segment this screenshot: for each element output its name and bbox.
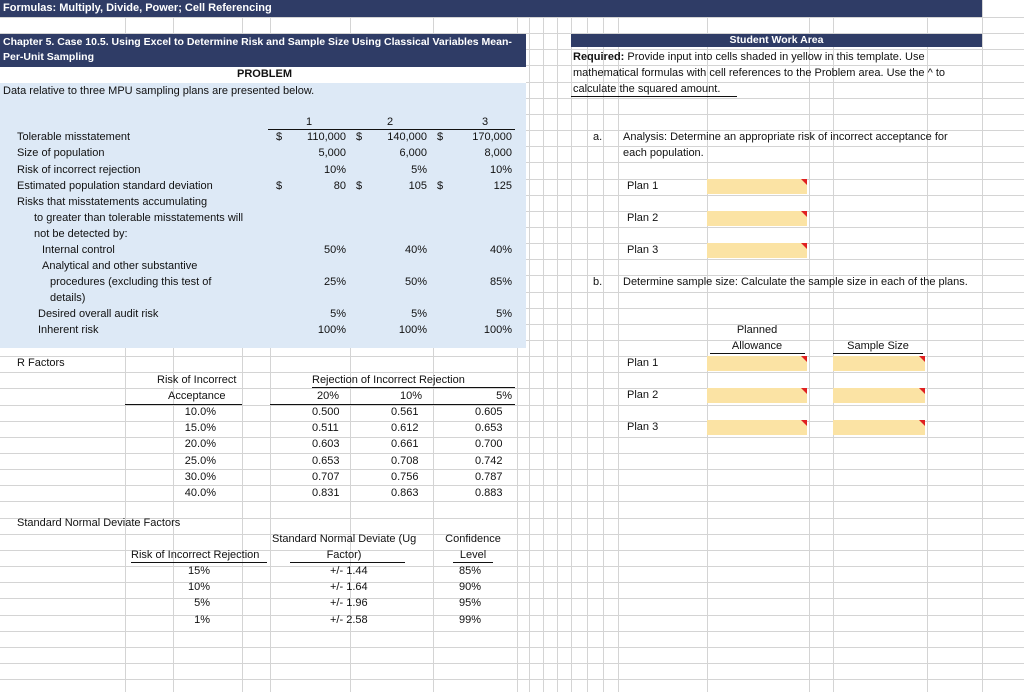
snd-col3-header-2: Level [459, 549, 487, 561]
plan-3-analytical-procedures: 85% [489, 276, 512, 288]
plan-3-std-deviation: 125 [493, 180, 512, 192]
snd-row-risk: 10% [187, 581, 210, 594]
plan-3-risk-input-cell[interactable] [707, 243, 807, 258]
part-b-plan-2-label: Plan 2 [627, 389, 659, 401]
snd-row-factor: +/- 1.44 [330, 565, 368, 577]
label-risks-heading-3: not be detected by: [34, 228, 128, 240]
snd-row-confidence: 85% [459, 565, 482, 577]
snd-row-risk: 1% [194, 613, 210, 626]
part-b-plan-3-label: Plan 3 [627, 421, 659, 433]
plan-1-inherent-risk: 100% [317, 324, 346, 336]
label-risks-heading-2: to greater than tolerable misstatements will [34, 212, 244, 224]
r-sub-header: 10% [399, 390, 423, 402]
r-table-row-risk: 20.0% [184, 438, 216, 451]
plan-1-allowance-input-cell[interactable] [707, 356, 807, 371]
snd-row-confidence: 90% [459, 581, 482, 594]
plan-2-sample-size-input-cell[interactable] [833, 388, 925, 403]
part-a-text-2: each population. [623, 147, 704, 159]
snd-row-factor: +/- 1.96 [330, 597, 368, 610]
plan-1-sample-size-input-cell[interactable] [833, 356, 925, 371]
r-table-cell: 0.787 [475, 470, 503, 483]
plan-1-tolerable-misstatement: 110,000 [307, 131, 346, 143]
r-table-cell: 0.605 [475, 406, 503, 418]
r-table-row-risk: 25.0% [184, 454, 216, 467]
plan-3-internal-control: 40% [489, 244, 512, 256]
plan-2-desired-audit-risk: 5% [411, 308, 427, 320]
required-text-1: Provide input into cells shaded in yellow in this template. Use [624, 51, 925, 63]
label-analytical-2: procedures (excluding this test of [50, 276, 212, 288]
snd-row-confidence: 95% [459, 597, 482, 610]
plan-1-analytical-procedures: 25% [323, 276, 346, 288]
currency-symbol: $ [437, 131, 444, 143]
required-line-2: mathematical formulas with cell references to the Problem area. Use the ^ to [573, 67, 945, 79]
plan-2-std-deviation: 105 [408, 180, 427, 192]
plan-2-inherent-risk: 100% [398, 324, 427, 336]
plan-2-risk-input-cell[interactable] [707, 211, 807, 226]
r-table-cell: 0.708 [391, 454, 419, 467]
plan-1-desired-audit-risk: 5% [330, 308, 346, 320]
sheet-title-bar: Formulas: Multiply, Divide, Power; Cell Referencing [0, 0, 982, 17]
r-table-cell: 0.561 [391, 406, 419, 418]
currency-symbol: $ [276, 180, 283, 192]
part-a-plan-3-label: Plan 3 [627, 244, 659, 256]
currency-symbol: $ [356, 131, 363, 143]
plan-1-population-size: 5,000 [318, 147, 346, 159]
required-line-1 [573, 51, 925, 63]
r-table-cell: 0.700 [475, 438, 503, 451]
r-table-cell: 0.756 [391, 470, 419, 483]
plan-2-allowance-input-cell[interactable] [707, 388, 807, 403]
r-table-cell: 0.612 [391, 422, 419, 435]
plan-3-allowance-input-cell[interactable] [707, 420, 807, 435]
part-a-plan-1-label: Plan 1 [627, 180, 659, 192]
plan-3-inherent-risk: 100% [483, 324, 512, 336]
snd-row-risk: 5% [194, 597, 210, 610]
r-col-header-2: Acceptance [168, 390, 226, 402]
label-risk-incorrect-rejection: Risk of incorrect rejection [17, 164, 141, 176]
label-inherent-risk: Inherent risk [38, 324, 99, 336]
snd-row-confidence: 99% [459, 613, 482, 626]
snd-col2-header-2: Factor) [326, 549, 362, 561]
plan-1-risk-input-cell[interactable] [707, 179, 807, 194]
snd-row-factor: +/- 2.58 [330, 613, 368, 626]
required-label: Required: [573, 51, 625, 63]
currency-symbol: $ [276, 131, 283, 143]
r-table-row-risk: 40.0% [184, 487, 216, 499]
label-population-size: Size of population [17, 147, 105, 159]
sample-size-header: Sample Size [847, 340, 909, 352]
r-table-row-risk: 30.0% [184, 470, 216, 483]
part-a-label: a. [593, 131, 603, 143]
plan-3-risk-incorrect-rejection: 10% [489, 164, 512, 176]
plan-2-risk-incorrect-rejection: 5% [411, 164, 427, 176]
r-table-row-risk: 15.0% [184, 422, 216, 435]
r-table-cell: 0.511 [312, 422, 339, 435]
r-col-header-1: Risk of Incorrect [157, 374, 237, 386]
label-analytical-1: Analytical and other substantive [42, 260, 198, 272]
plan-3-tolerable-misstatement: 170,000 [472, 131, 512, 143]
case-title-line-2: Per-Unit Sampling [3, 51, 95, 63]
label-internal-control: Internal control [42, 244, 115, 256]
plan-number-1: 1 [305, 116, 313, 128]
r-factors-heading: R Factors [17, 357, 65, 369]
snd-row-risk: 15% [187, 565, 210, 577]
r-table-cell: 0.661 [391, 438, 419, 451]
r-table-cell: 0.707 [312, 470, 340, 483]
required-line-3: calculate the squared amount. [573, 83, 721, 95]
case-title-line-1: Chapter 5. Case 10.5. Using Excel to Determine Risk and Sample Size Using Classical Variables Mean- [3, 36, 512, 48]
r-table-cell: 0.603 [312, 438, 340, 451]
r-group-header: Rejection of Incorrect Rejection [312, 374, 465, 386]
plan-3-desired-audit-risk: 5% [496, 308, 512, 320]
currency-symbol: $ [437, 180, 444, 192]
problem-intro: Data relative to three MPU sampling plans are presented below. [3, 85, 315, 97]
r-table-row-risk: 10.0% [184, 406, 216, 418]
plan-1-std-deviation: 80 [333, 180, 346, 192]
r-sub-header: 20% [316, 390, 340, 402]
part-a-plan-2-label: Plan 2 [627, 212, 659, 224]
r-table-cell: 0.883 [475, 487, 503, 499]
currency-symbol: $ [356, 180, 363, 192]
r-table-cell: 0.653 [312, 454, 340, 467]
part-b-label: b. [593, 276, 603, 288]
label-desired-audit-risk: Desired overall audit risk [38, 308, 159, 320]
plan-1-risk-incorrect-rejection: 10% [323, 164, 346, 176]
plan-1-internal-control: 50% [323, 244, 346, 256]
label-std-deviation: Estimated population standard deviation [17, 180, 213, 192]
snd-heading: Standard Normal Deviate Factors [17, 517, 181, 529]
r-table-cell: 0.863 [391, 487, 419, 499]
plan-2-population-size: 6,000 [399, 147, 427, 159]
r-table-cell: 0.653 [475, 422, 503, 435]
student-work-area-heading: Student Work Area [571, 34, 982, 47]
plan-2-internal-control: 40% [404, 244, 427, 256]
planned-allowance-header-1: Planned [736, 324, 778, 336]
part-b-text: Determine sample size: Calculate the sample size in each of the plans. [623, 276, 968, 288]
r-table-cell: 0.742 [475, 454, 503, 467]
part-b-plan-1-label: Plan 1 [627, 357, 659, 369]
plan-3-sample-size-input-cell[interactable] [833, 420, 925, 435]
label-tolerable-misstatement: Tolerable misstatement [17, 131, 131, 143]
problem-heading: PROBLEM [237, 68, 292, 80]
snd-row-factor: +/- 1.64 [330, 581, 368, 594]
label-analytical-3: details) [50, 292, 86, 304]
plan-2-tolerable-misstatement: 140,000 [387, 131, 427, 143]
r-sub-header: 5% [496, 390, 512, 402]
snd-col2-header-1: Standard Normal Deviate (Ug [272, 533, 417, 545]
snd-col1-header: Risk of Incorrect Rejection [131, 549, 260, 561]
plan-number-2: 2 [386, 116, 394, 128]
r-table-cell: 0.500 [312, 406, 340, 418]
label-risks-heading-1: Risks that misstatements accumulating [17, 196, 208, 208]
plan-3-population-size: 8,000 [484, 147, 512, 159]
plan-number-3: 3 [481, 116, 489, 128]
plan-2-analytical-procedures: 50% [404, 276, 427, 288]
case-title-header [0, 34, 526, 67]
part-a-text-1: Analysis: Determine an appropriate risk of incorrect acceptance for [623, 131, 948, 143]
planned-allowance-header-2: Allowance [731, 340, 783, 352]
r-table-cell: 0.831 [312, 487, 340, 499]
snd-col3-header-1: Confidence [445, 533, 501, 545]
